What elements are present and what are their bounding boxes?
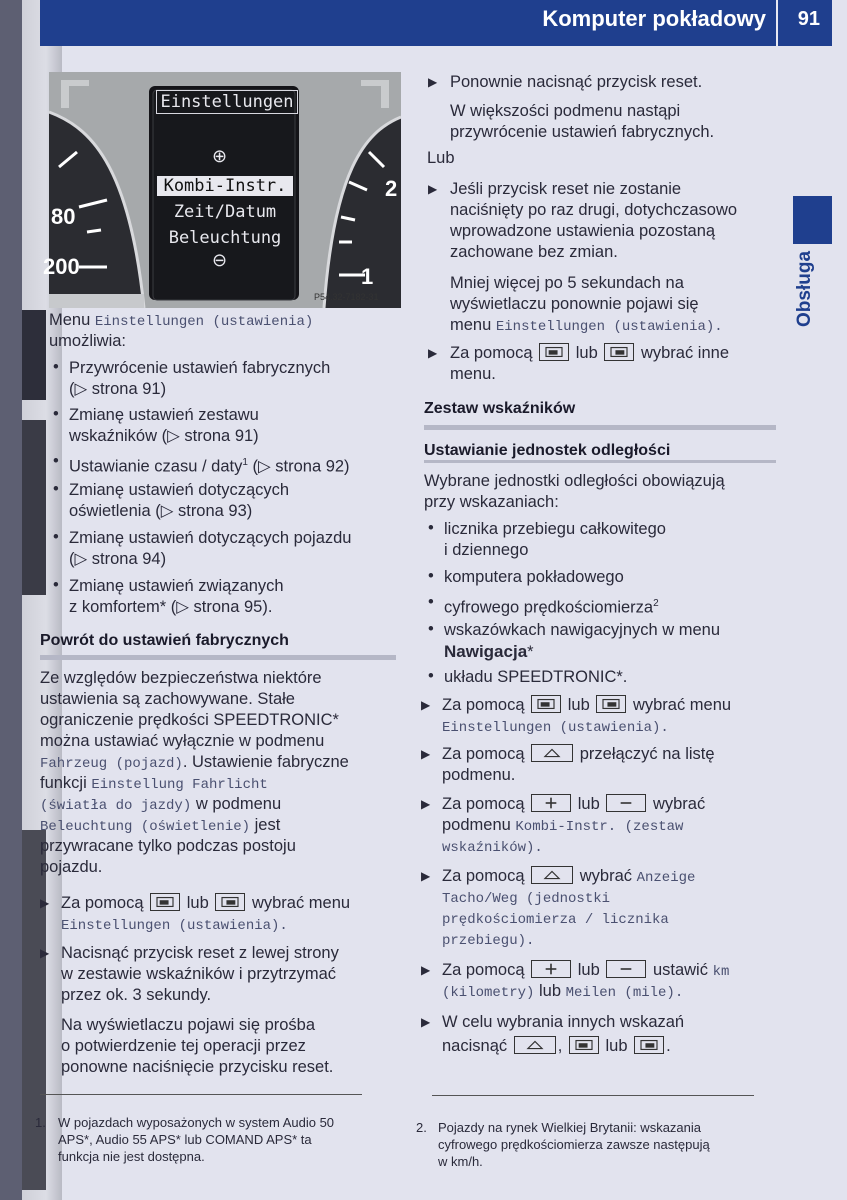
paragraph-line: Beleuchtung (oświetlenie) jest [40,816,281,835]
list-item: licznika przebiegu całkowitego [444,520,666,538]
bullet: • [428,620,434,638]
bullet: • [53,358,59,376]
plus-key-icon [531,960,571,978]
step-line: menu Einstellungen (ustawienia). [450,316,723,335]
list-item: Zmianę ustawień zestawu [69,406,259,424]
header-divider [776,0,778,46]
display-back-key-icon [569,1036,599,1054]
step-line: o potwierdzenie tej operacji przez [61,1037,306,1055]
footnote-line: APS*, Audio 55 APS* lub COMAND APS* ta [58,1132,312,1147]
list-item: Zmianę ustawień związanych [69,577,284,595]
step-line: naciśnięty po raz drugi, dotychczasowo [450,201,738,219]
minus-icon: ⊖ [212,250,228,270]
step-line: Za pomocą wybrać Anzeige [442,867,696,886]
step-line: Za pomocą lub ustawić km [442,961,730,980]
bullet: • [428,667,434,685]
step-line: Mniej więcej po 5 sekundach na [450,274,684,292]
instrument-cluster-figure [43,72,401,308]
step-line: Za pomocą lub wybrać [442,795,706,813]
paragraph-line: ustawienia są zachowywane. Stałe [40,690,295,708]
step-line: Za pomocą lub wybrać menu [61,894,351,912]
heading-rule [424,425,776,430]
step-line: ponowne naciśnięcie przycisku reset. [61,1058,334,1076]
gauge-label: 80 [51,204,76,229]
list-item: (▷ strona 94) [69,550,167,568]
home-key-icon [531,744,573,762]
step-arrow-icon: ▶ [40,896,50,910]
gauge-label: 200 [43,254,80,279]
section-heading: Powrót do ustawień fabrycznych [40,632,289,649]
display-forward-key-icon [634,1036,664,1054]
list-item: układu SPEEDTRONIC*. [444,668,628,686]
paragraph-line: Wybrane jednostki odległości obowiązują [424,472,725,490]
step-arrow-icon: ▶ [428,182,438,196]
figure-code: P54.32-7182-31 [314,292,379,302]
list-item: (▷ strona 91) [69,380,167,398]
paragraph-line: pojazdu. [40,858,103,876]
footnote-line: w km/h. [438,1154,483,1169]
caption-line: Menu Einstellungen (ustawienia) [49,311,314,330]
header-title: Komputer pokładowy [542,6,766,31]
heading-rule [424,460,776,463]
list-item: Zmianę ustawień dotyczących pojazdu [69,529,352,547]
display-back-key-icon [531,695,561,713]
page-header [40,0,832,46]
subsection-heading: Ustawianie jednostek odległości [424,442,671,459]
display-item: Beleuchtung [168,228,282,248]
page-edge-tab [22,830,46,1190]
step-line: nacisnąć , lub . [442,1037,671,1055]
step-line: W większości podmenu nastąpi [450,102,681,120]
list-item: wskazówkach nawigacyjnych w menu [444,621,721,639]
list-item: wskaźników (▷ strona 91) [69,427,259,445]
gauge-label: 1 [361,264,374,289]
paragraph-line: Fahrzeug (pojazd). Ustawienie fabryczne [40,753,349,772]
bullet: • [53,405,59,423]
step-line: przywrócenie ustawień fabrycznych. [450,123,715,141]
paragraph-line: przy wskazaniach: [424,493,559,511]
page-number: 91 [797,8,820,30]
step-arrow-icon: ▶ [40,946,50,960]
footnote-line: funkcja nie jest dostępna. [58,1149,205,1164]
step-arrow-icon: ▶ [421,869,431,883]
home-key-icon [514,1036,556,1054]
display-item: Zeit/Datum [173,202,277,222]
step-line: Tacho/Weg (jednostki [442,891,611,907]
footnote-line: cyfrowego prędkościomierza zawsze następują [438,1137,710,1152]
footnote-line: W pojazdach wyposażonych w system Audio 50 [58,1115,335,1130]
minus-key-icon [606,794,646,812]
list-item: Zmianę ustawień dotyczących [69,481,290,499]
step-arrow-icon: ▶ [421,797,431,811]
step-line: wprowadzone ustawienia pozostaną [450,222,716,240]
section-label: Obsługa [794,250,815,327]
step-line: Einstellungen (ustawienia). [61,918,288,934]
paragraph-line: ograniczenie prędkości SPEEDTRONIC* [40,711,339,729]
home-key-icon [531,866,573,884]
step-arrow-icon: ▶ [428,346,438,360]
step-line: wskaźników). [442,840,543,856]
bullet: • [428,593,434,611]
step-line: (kilometry) lub Meilen (mile). [442,982,684,1001]
bullet: • [53,480,59,498]
step-line: Einstellungen (ustawienia). [442,720,669,736]
plus-icon: ⊕ [212,146,228,166]
step-line: Za pomocą lub wybrać menu [442,696,732,714]
step-line: Na wyświetlaczu pojawi się prośba [61,1016,316,1034]
step-line: menu. [450,365,496,383]
step-line: przez ok. 3 sekundy. [61,986,212,1004]
step-line: przebiegu). [442,933,535,949]
plus-key-icon [531,794,571,812]
list-item: cyfrowego prędkościomierza$^2$ [444,598,659,617]
bullet: • [53,452,59,470]
display-forward-key-icon [596,695,626,713]
step-arrow-icon: ▶ [421,747,431,761]
section-tab [793,196,832,244]
footnote-line: Pojazdy na rynek Wielkiej Brytanii: wskazania [438,1120,701,1135]
step-line: wyświetlaczu ponownie pojawi się [450,295,699,313]
step-line: prędkościomierza / licznika [442,912,669,928]
section-heading: Zestaw wskaźników [424,400,576,417]
or-label: Lub [427,149,455,167]
heading-rule [40,655,396,660]
paragraph-line: (światła do jazdy) w podmenu [40,795,282,814]
step-line: w zestawie wskaźników i przytrzymać [61,965,337,983]
list-item: Ustawianie czasu / daty$^1$ (▷ strona 92) [69,457,350,476]
list-item: oświetlenia (▷ strona 93) [69,502,253,520]
step-arrow-icon: ▶ [428,75,438,89]
step-line: podmenu Kombi-Instr. (zestaw [442,816,684,835]
display-menu-title: Einstellungen [156,90,298,114]
bullet: • [428,519,434,537]
list-item: komputera pokładowego [444,568,624,586]
step-arrow-icon: ▶ [421,1015,431,1029]
list-item: z komfortem* (▷ strona 95). [69,598,273,616]
page-edge-tab [22,310,46,400]
display-item-selected: Kombi-Instr. [157,176,293,196]
step-line: W celu wybrania innych wskazań [442,1013,685,1031]
step-line: Za pomocą lub wybrać inne [450,344,729,362]
footnote-divider [432,1095,754,1096]
bullet: • [428,567,434,585]
bullet: • [53,576,59,594]
footnote-divider [40,1094,362,1095]
step-line: Ponownie nacisnąć przycisk reset. [450,73,703,91]
step-line: Jeśli przycisk reset nie zostanie [450,180,682,198]
caption-line: umożliwia: [49,332,127,350]
step-line: zachowane bez zmian. [450,243,618,261]
display-back-key-icon [150,893,180,911]
paragraph-line: można ustawiać wyłącznie w podmenu [40,732,325,750]
gauge-label: 2 [385,176,398,201]
step-line: Za pomocą przełączyć na listę [442,745,715,763]
step-line: podmenu. [442,766,516,784]
display-back-key-icon [539,343,569,361]
paragraph-line: Ze względów bezpieczeństwa niektóre [40,669,322,687]
step-line: Nacisnąć przycisk reset z lewej strony [61,944,339,962]
paragraph-line: funkcji Einstellung Fahrlicht [40,774,268,793]
paragraph-line: przywracane tylko podczas postoju [40,837,296,855]
footnote-number: 2. [416,1120,427,1135]
list-item: i dziennego [444,541,529,559]
footnote-number: 1. [35,1115,46,1130]
minus-key-icon [606,960,646,978]
list-item: Nawigacja* [444,642,534,661]
display-forward-key-icon [215,893,245,911]
page-edge-tab [22,420,46,595]
bullet: • [53,528,59,546]
step-arrow-icon: ▶ [421,698,431,712]
list-item: Przywrócenie ustawień fabrycznych [69,359,331,377]
display-forward-key-icon [604,343,634,361]
step-arrow-icon: ▶ [421,963,431,977]
